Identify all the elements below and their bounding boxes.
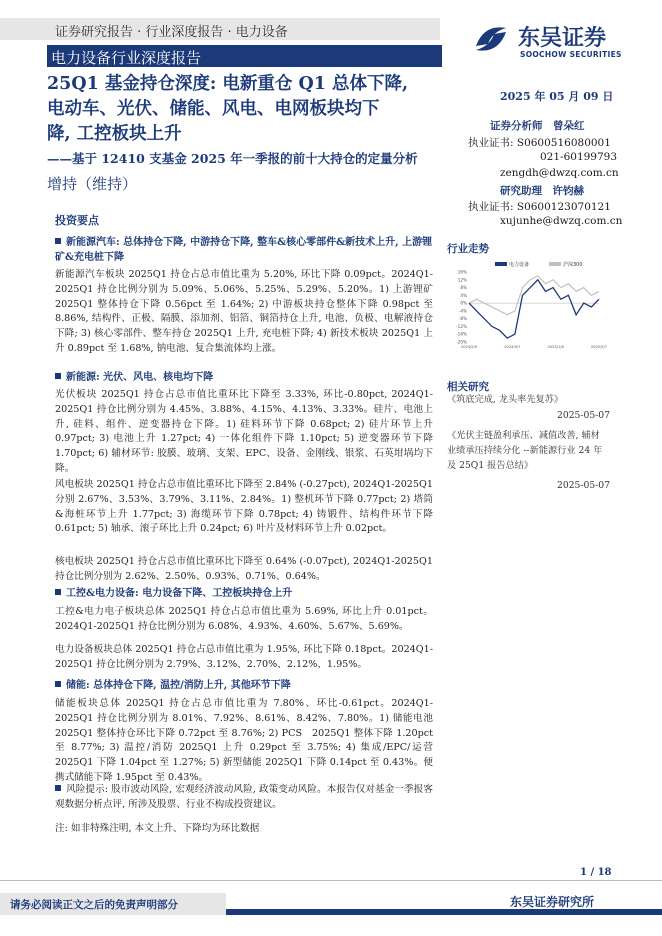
related-item-title[interactable]: 《光伏主链盈利承压、减值改善, 辅材业绩承压持续分化 --新能源行业 24 年及 25Q1 报告总结》 [447, 430, 603, 471]
page-number: 1 / 18 [580, 867, 612, 878]
related-item-title[interactable]: 《筑底完成, 龙头率先复苏》 [447, 394, 564, 405]
analyst-1-cert: 执业证书: S0600516080001 [468, 137, 611, 149]
report-date: 2025 年 05 月 09 日 [500, 90, 614, 103]
footer-disclaimer-box [0, 893, 226, 915]
analyst-2-email: xujunhe@dwzq.com.cn [500, 215, 623, 227]
footer-disclaimer: 请务必阅读正文之后的免责声明部分 [10, 899, 178, 911]
top-banner [0, 18, 440, 40]
section-paragraph: 工控&电力电子板块总体 2025Q1 持仓占总市值比重为 5.69%, 环比上升 0.01pct。2024Q1-2025Q1 持仓比例分别为 6.08%、4.93%、4.60%、5.67%、5.69%。 [55, 606, 433, 632]
section-paragraph: 核电板块 2025Q1 持仓占总市值比重环比下降至 0.64% (-0.07pct), 2024Q1-2025Q1 持仓比例分别为 2.62%、2.50%、0.93%、0.71%、0.64%。 [55, 556, 433, 582]
x-tick-label: 2024/9/7 [504, 345, 521, 349]
series-line-power-equipment [469, 280, 599, 338]
x-tick-label: 2024/5/9 [460, 345, 478, 349]
report-subtitle: ——基于 12410 支基金 2025 年一季报的前十大持仓的定量分析 [47, 151, 418, 166]
legend-label: 沪深300 [563, 262, 583, 268]
y-tick-label: -12% [456, 323, 467, 329]
report-type-banner [47, 45, 442, 67]
section-paragraph: 风电板块 2025Q1 持仓占总市值比重环比下降至 2.84% (-0.27pct), 2024Q1-2025Q1 分别 2.67%、3.53%、3.79%、3.11%、2.84%。1) 整机环节下降 0.77pct; 2) 塔筒&海桩环节上升 1.77pct; 3) 海缆环节下降 0.78pct; 4) 铸锻件、结构件环节下降 0.61pct; 5) 轴承、滚子环比上升 0.24pct; 6) 叶片及材料环节上升 0.02pct。 [55, 479, 433, 535]
footer-divider [0, 880, 662, 881]
analyst-1-email: zengdh@dwzq.com.cn [500, 167, 619, 179]
logo-cn: 东吴证券 [518, 26, 607, 51]
section-paragraph: 电力设备板块总体 2025Q1 持仓占总市值比重为 1.95%, 环比下降 0.18pct。2024Q1-2025Q1 持仓比例分别为 2.79%、3.12%、2.70%、2.12%、1.95%。 [55, 644, 433, 670]
related-item-date: 2025-05-07 [557, 410, 610, 421]
y-tick-label: -20% [456, 339, 467, 345]
section-title-storage: 储能: 总体持仓下降, 温控/消防上升, 其他环节下降 [55, 678, 435, 693]
footer-bar [226, 909, 662, 915]
related-research-label: 相关研究 [447, 381, 489, 393]
y-tick-label: 4% [460, 292, 467, 298]
section-paragraph: 新能源汽车板块 2025Q1 持仓占总市值比重为 5.20%, 环比下降 0.09pct。2024Q1-2025Q1 持仓比例分别为 5.09%、5.06%、5.25%、5.29%、5.20%。1) 上游锂矿 2025Q1 整体持仓下降 0.56pct 至 1.64%; 2) 中游板块持仓整体下降 0.98pct 至 8.86%, 结构件、正极、隔膜、添加剂、铝箔、铜箔持仓上升, 电池、负极、电解液持仓下降; 3) 核心零部件、整车持仓 2025Q1 上升, 充电桩下降; 4) 新技术板块 2025Q1 上升 0.89pct 至 1.68%, 钠电池、复合集流体均上涨。 [55, 269, 433, 354]
y-tick-label: -8% [458, 316, 467, 322]
footer-institute: 东吴证券研究所 [510, 895, 595, 909]
trend-chart [447, 256, 607, 356]
analyst-1-name: 证券分析师 曾朵红 [490, 120, 585, 132]
y-tick-label: 8% [460, 285, 467, 291]
analyst-2-name: 研究助理 许钧赫 [500, 185, 584, 197]
rating: 增持（维持） [47, 175, 138, 193]
analyst-1-phone: 021-60199793 [540, 151, 618, 163]
legend-swatch [549, 262, 561, 266]
y-tick-label: 16% [457, 269, 467, 275]
related-item-date: 2025-05-07 [557, 480, 610, 491]
report-title [47, 72, 442, 147]
y-tick-label: 0% [460, 300, 467, 306]
section-paragraph: 光伏板块 2025Q1 持仓占总市值比重环比下降至 3.33%, 环比-0.80pct, 2024Q1-2025Q1 持仓比例分别为 4.45%、3.88%、4.15%、4.13%、3.33%。硅片、电池上升, 硅料、组件、逆变器持仓下降。1) 硅料环节下降 0.68pct; 2) 硅片环节上升 0.97pct; 3) 电池上升 1.27pct; 4) 一体化组件下降 1.10pct; 5) 逆变器环节下降 1.70pct; 6) 辅材环节: 胶膜、玻璃、支架、EPC、设备、金刚线、银浆、石英坩埚均下降。 [55, 389, 433, 474]
bullet-square-icon [55, 785, 61, 791]
bullet-square-icon [55, 373, 61, 379]
y-tick-label: -4% [458, 308, 467, 314]
logo-mark-icon [470, 18, 512, 60]
y-tick-label: 12% [457, 277, 467, 283]
x-tick-label: 2025/5/7 [590, 345, 607, 349]
breadcrumb: 证券研究报告 · 行业深度报告 · 电力设备 [55, 25, 288, 40]
legend-label: 电力设备 [509, 262, 530, 268]
risk-warning: 风险提示: 股市波动风险, 宏观经济波动风险, 政策变动风险。本报告仅对基金一季报客观数据分析点评, 所涉及股票、行业不构成投资建议。 [55, 784, 433, 810]
report-type: 电力设备行业深度报告 [51, 49, 202, 67]
bullet-square-icon [55, 238, 61, 244]
trend-label: 行业走势 [447, 243, 489, 255]
legend-swatch [495, 262, 507, 266]
x-tick-label: 2025/1/6 [547, 345, 564, 349]
title-line: 电动车、光伏、储能、风电、电网板块均下 [47, 99, 380, 119]
key-points-heading: 投资要点 [55, 214, 99, 227]
title-line: 降, 工控板块上升 [47, 124, 182, 144]
section-title-industrial: 工控&电力设备: 电力设备下降、工控板块持仓上升 [55, 586, 435, 601]
title-line: 25Q1 基金持仓深度: 电新重仓 Q1 总体下降, [47, 74, 409, 94]
logo-en: SOOCHOW SECURITIES [520, 50, 622, 59]
bullet-square-icon [55, 681, 61, 687]
section-title-nev: 新能源汽车: 总体持仓下降, 中游持仓下降, 整车&核心零部件&新技术上升, 上游锂矿&充电桩下降 [55, 237, 433, 263]
section-title-renewables: 新能源: 光伏、风电、核电均下降 [55, 370, 435, 385]
y-tick-label: -16% [456, 331, 467, 337]
note: 注: 如非特殊注明, 本文上升、下降均为环比数据 [55, 823, 260, 834]
bullet-square-icon [55, 589, 61, 595]
company-logo [470, 18, 650, 64]
analyst-2-cert: 执业证书: S0600123070121 [468, 201, 611, 213]
section-paragraph: 储能板块总体 2025Q1 持仓占总市值比重为 7.80%、环比-0.61pct。2024Q1-2025Q1 持仓比例分别为 8.01%、7.92%、8.61%、8.42%、7.80%。1) 储能电池 2025Q1 整体持仓环比下降 0.72pct 至 8.76%; 2) PCS 2025Q1 整体下降 1.20pct 至 8.77%; 3) 温控/消防 2025Q1 上升 0.29pct 至 3.75%; 4) 集成/EPC/运营 2025Q1 下降 1.04pct 至 1.27%; 5) 新型储能 2025Q1 下降 0.14pct 至 0.43%。便携式储能下降 1.95pct 至 0.43%。 [55, 698, 433, 783]
